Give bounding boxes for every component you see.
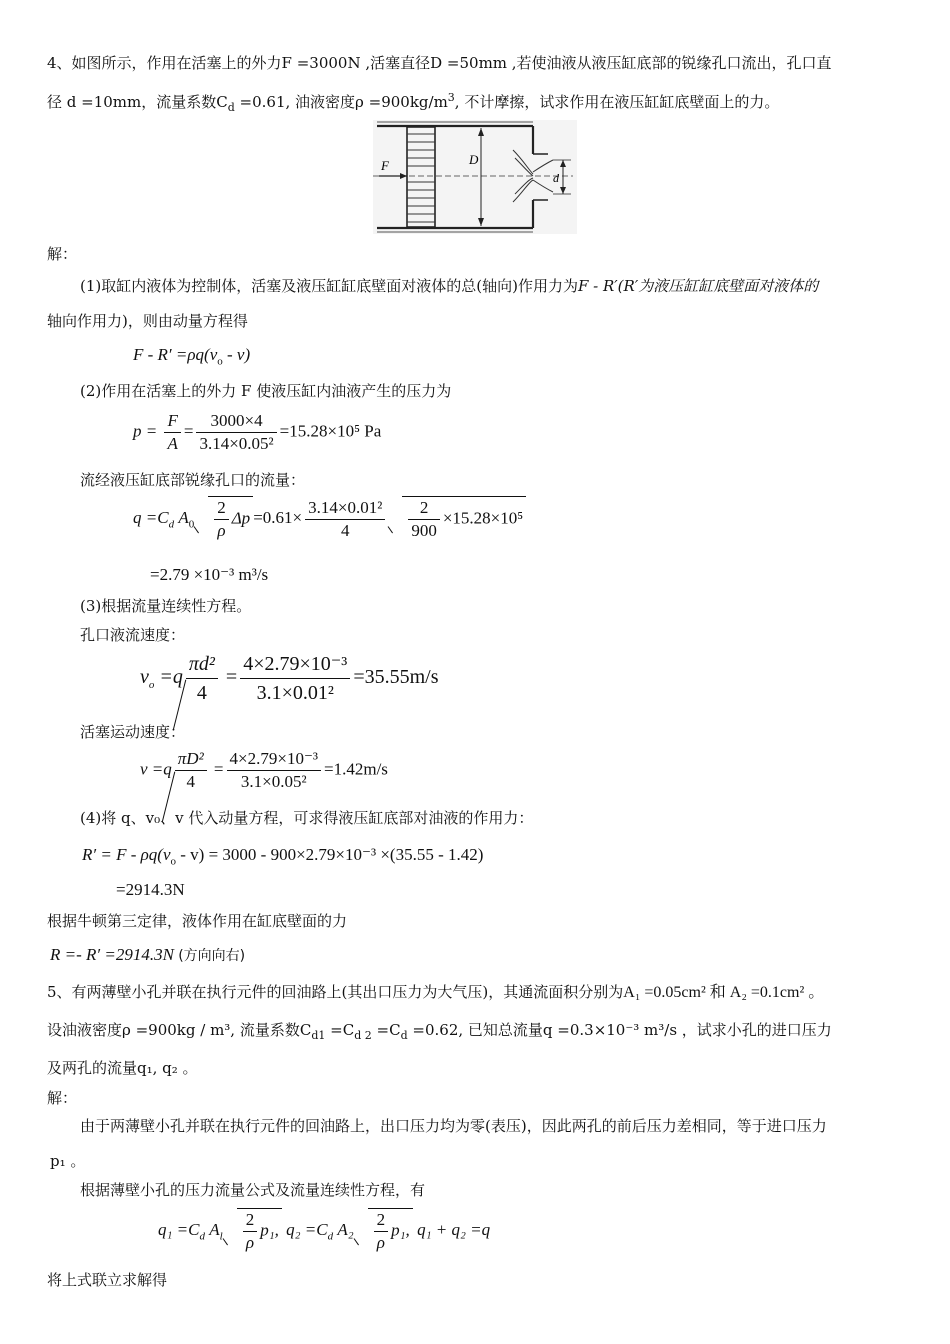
problem5-statement-line2: 设油液密度ρ =900kg / m³, 流量系数$C_{d1} =C_{d 2} =C_d =0.62$, 已知总流量q =0.3×10⁻³ m³/s ，试求小孔的进口压力	[47, 1021, 832, 1042]
problem5-para1-line1: 由于两薄壁小孔并联在执行元件的回油路上，出口压力均为零(表压)，因此两孔的前后压力差相同，等于进口压力	[80, 1117, 827, 1135]
eq-flow: $q =C_d$ $A_0$ $\frac{2}{\rho}$ Δp =0.61× $\frac{\text{3.14×0.01²}}{4}$ $\frac{2}{900}$ ×15.28×10⁵	[133, 496, 526, 542]
step1-line1: (1)取缸内液体为控制体，活塞及液压缸缸底壁面对液体的总(轴向)作用力为F - R′(R′为液压缸缸底壁面对液体的	[80, 277, 819, 295]
diameter-d-label: d	[553, 171, 559, 185]
problem5-para1-line2: p₁ 。	[50, 1152, 86, 1170]
eq-final-force: R =- R′ =2914.3N (方向向右)	[50, 945, 246, 964]
step1-line2: 轴向作用力)，则由动量方程得	[47, 312, 248, 330]
problem5-para2: 根据薄壁小孔的压力流量公式及流量连续性方程，有	[80, 1181, 426, 1199]
problem5-solution-label: 解：	[47, 1089, 78, 1107]
problem5-statement-line3: 及两孔的流量q₁, q₂ 。	[47, 1059, 198, 1077]
diameter-D-label: D	[469, 152, 479, 167]
orifice-velocity-text: 孔口液流速度：	[80, 626, 186, 644]
problem5-statement-line1: 5、有两薄壁小孔并联在执行元件的回油路上(其出口压力为大气压)，其通流面积分别为A₁ =0.05cm² 和 A₂ =0.1cm² 。	[47, 983, 825, 1001]
piston-velocity-text: 活塞运动速度：	[80, 723, 186, 741]
problem4-statement-line2: 径 d =10mm，流量系数$C_d =0.61$, 油液密度$\rho =900kg/m^3$, 不计摩擦，试求作用在液压缸缸底壁面上的力。	[47, 91, 780, 114]
problem4-solution-label: 解：	[47, 245, 78, 263]
force-label: F	[381, 158, 389, 173]
frac-F-over-A: $\frac{F}{A}$	[164, 410, 180, 455]
eq-flow-result: =2.79 ×10⁻³ m³/s	[150, 565, 269, 584]
eq-piston-velocity: v =q $\frac{\text{πD²}}{4}$ = $\frac{\text{4×2.79×10⁻³}}{\text{3.1×0.05²}}$ =1.42m/s	[140, 749, 388, 791]
eq-orifice-velocity: $v_o =q$ $\frac{\text{πd²}}{4}$ = $\frac{\text{4×2.79×10⁻³}}{\text{3.1×0.01²}}$ =35.55m/s	[140, 650, 439, 707]
step4-text: (4)将 q、v₀、v 代入动量方程，可求得液压缸底部对油液的作用力：	[80, 809, 534, 827]
problem4-statement-line1: 4、如图所示，作用在活塞上的外力F =3000N ,活塞直径D =50mm ,若使油液从液压缸底部的锐缘孔口流出，孔口直	[47, 54, 832, 72]
problem5-closing: 将上式联立求解得	[47, 1271, 168, 1289]
step2-text: (2)作用在活塞上的外力 F 使液压缸内油液产生的压力为	[80, 382, 452, 400]
frac-pressure-value: $\frac{3000\times 4}{\text{3.14×0.05²}}$	[196, 410, 276, 455]
hydraulic-cylinder-figure	[373, 120, 577, 234]
flow-text: 流经液压缸底部锐缘孔口的流量：	[80, 471, 306, 489]
eq-reaction-result: =2914.3N	[116, 880, 185, 899]
eq-momentum: $F - R' =\rho q(v_o - v)$	[133, 345, 251, 368]
cylinder-diagram	[373, 120, 577, 234]
eq-reaction-force: $R' = F - \rho q(v_o - v) = 3000 - 900\times 2.79\times 10^{-3} \times(35.55 - 1.42)$	[82, 845, 484, 868]
newton-text: 根据牛顿第三定律，液体作用在缸底壁面的力	[47, 912, 348, 930]
step3-text: (3)根据流量连续性方程。	[80, 597, 252, 615]
eq-parallel-orifices: $q_1 =C_d$ $A_l$ $\frac{2}{\rho}$ p₁, $q_2 =C_d$ A₂ $\frac{2}{\rho}$ p₁, q₁ + q₂ =q	[158, 1210, 491, 1252]
eq-pressure: p = $\frac{F}{A}$ = $\frac{3000\times 4}{\text{3.14×0.05²}}$ =15.28×10⁵ Pa	[133, 411, 382, 453]
